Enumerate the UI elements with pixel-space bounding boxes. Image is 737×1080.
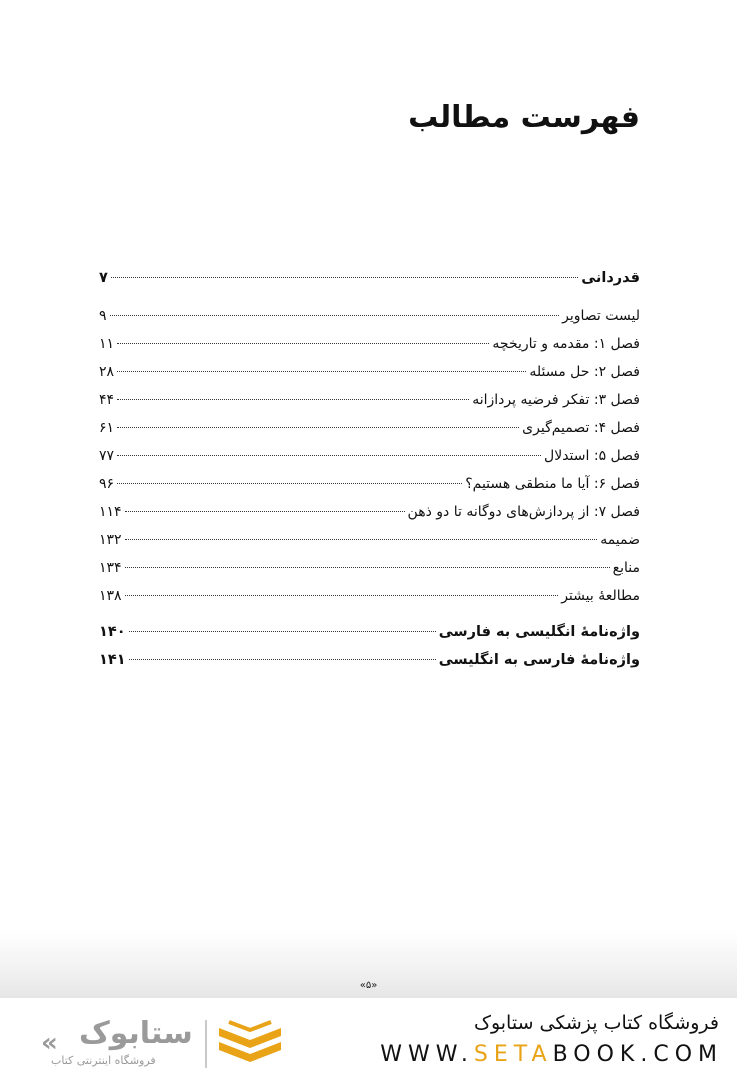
toc-leader-dots [125, 567, 610, 568]
url-suffix: BOOK.COM [552, 1042, 723, 1067]
toc-entry-label: فصل ۱: مقدمه و تاریخچه [492, 336, 640, 352]
toc-entry[interactable] [99, 652, 640, 680]
toc-entry[interactable] [99, 448, 640, 476]
toc-leader-dots [117, 343, 489, 344]
toc-entry-label: فصل ۴: تصمیم‌گیری [522, 420, 640, 436]
double-chevron-icon: « [41, 1028, 58, 1058]
toc-leader-dots [117, 399, 469, 400]
logo-subtitle: فروشگاه اینترنتی کتاب [51, 1054, 156, 1067]
toc-entry-label: فصل ۲: حل مسئله [529, 364, 640, 380]
toc-entry-label: منابع [612, 560, 640, 576]
store-banner [0, 998, 737, 1080]
page-title: فهرست مطالب [408, 100, 640, 135]
toc-leader-dots [129, 631, 436, 632]
toc-entry-label: قدردانی [581, 270, 640, 286]
toc-entry-page: ۲۸ [99, 364, 115, 380]
toc-entry-label: فصل ۷: از پردازش‌های دوگانه تا دو ذهن [407, 504, 640, 520]
toc-entry-label: واژه‌نامهٔ فارسی به انگلیسی [438, 652, 640, 668]
toc-entry[interactable] [99, 624, 640, 652]
toc-entry-page: ۴۴ [99, 392, 115, 408]
toc-entry[interactable] [99, 336, 640, 364]
book-stack-icon [215, 1018, 285, 1072]
toc-entry[interactable] [99, 308, 640, 336]
toc-spacer [99, 616, 640, 624]
toc-entry[interactable] [99, 392, 640, 420]
logo-word: ستابوک [79, 1016, 193, 1051]
toc-entry-page: ۹۶ [99, 476, 115, 492]
toc-leader-dots [125, 595, 559, 596]
store-url[interactable] [380, 1042, 723, 1067]
toc-entry[interactable] [99, 560, 640, 588]
toc-leader-dots [129, 659, 436, 660]
toc-entry[interactable] [99, 364, 640, 392]
toc-entry-page: ۶۱ [99, 420, 115, 436]
table-of-contents [99, 270, 640, 680]
toc-entry[interactable] [99, 504, 640, 532]
toc-entry[interactable] [99, 270, 640, 298]
toc-entry-page: ۱۳۴ [99, 560, 122, 576]
toc-entry[interactable] [99, 476, 640, 504]
store-name: فروشگاه کتاب پزشکی ستابوک [473, 1012, 719, 1034]
toc-entry-label: ضمیمه [600, 532, 640, 548]
toc-entry-page: ۱۴۱ [99, 652, 126, 668]
toc-leader-dots [125, 539, 598, 540]
toc-entry-label: لیست تصاویر [562, 308, 640, 324]
toc-entry-page: ۱۱۴ [99, 504, 122, 520]
toc-entry-page: ۷ [99, 270, 108, 286]
store-logo[interactable] [35, 1014, 285, 1074]
toc-leader-dots [117, 483, 462, 484]
toc-entry-label: واژه‌نامهٔ انگلیسی به فارسی [438, 624, 640, 640]
toc-entry-page: ۷۷ [99, 448, 115, 464]
toc-entry[interactable] [99, 420, 640, 448]
toc-entry-page: ۹ [99, 308, 107, 324]
toc-entry-page: ۱۴۰ [99, 624, 126, 640]
toc-entry-page: ۱۳۸ [99, 588, 122, 604]
toc-leader-dots [111, 277, 578, 278]
toc-entry-label: مطالعهٔ بیشتر [561, 588, 640, 604]
page-number: «۵» [359, 980, 378, 991]
toc-entry[interactable] [99, 532, 640, 560]
toc-leader-dots [125, 511, 405, 512]
toc-leader-dots [117, 371, 526, 372]
url-prefix: WWW. [380, 1042, 474, 1067]
toc-entry-page: ۱۱ [99, 336, 115, 352]
url-accent: SETA [473, 1042, 553, 1067]
toc-leader-dots [110, 315, 560, 316]
logo-divider [205, 1020, 207, 1068]
toc-entry-label: فصل ۶: آیا ما منطقی هستیم؟ [465, 476, 640, 492]
toc-entry-label: فصل ۳: تفکر فرضیه پردازانه [472, 392, 640, 408]
toc-leader-dots [117, 455, 541, 456]
toc-leader-dots [117, 427, 519, 428]
toc-entry-label: فصل ۵: استدلال [544, 448, 640, 464]
toc-entry-page: ۱۳۲ [99, 532, 122, 548]
toc-entry[interactable] [99, 588, 640, 616]
